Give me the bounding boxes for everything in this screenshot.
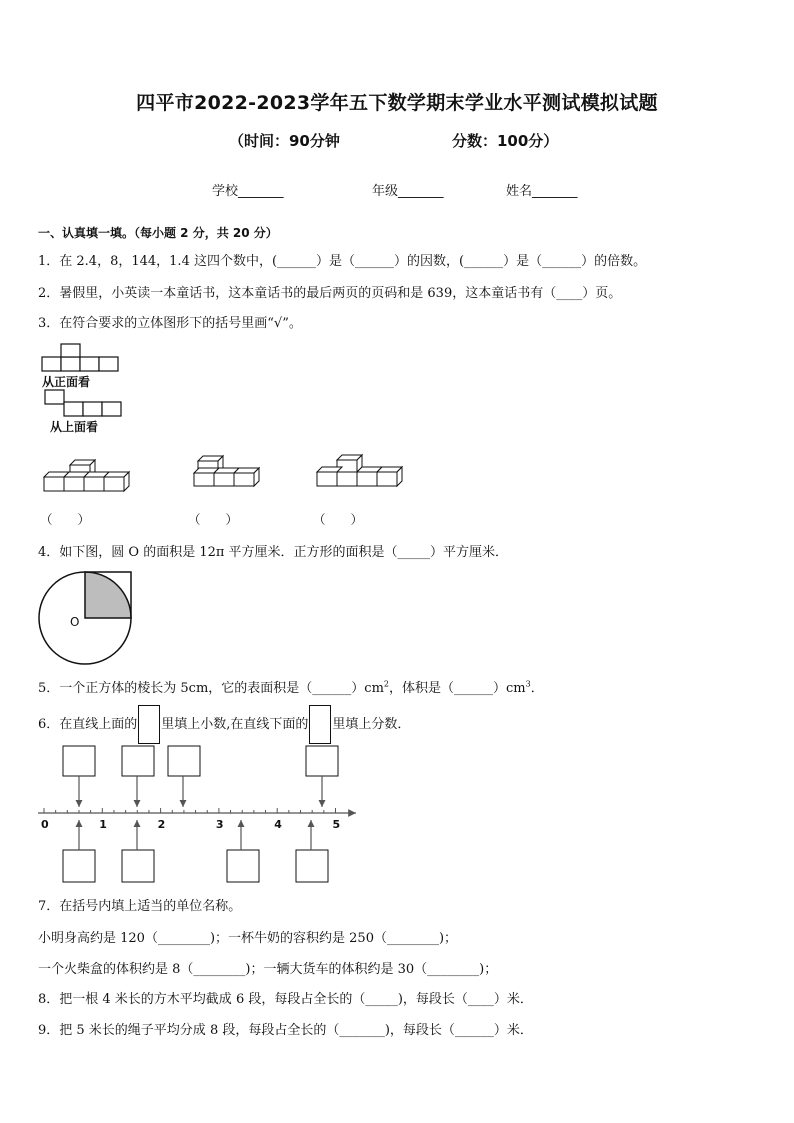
q3-solid-c <box>315 452 410 492</box>
question-7-line-1: 小明身高约是 120（________)；一杯牛奶的容积约是 250（________)； <box>38 931 458 946</box>
name-field: 姓名_______ <box>506 184 578 199</box>
q6-text-a: 6．在直线上面的 <box>38 717 138 732</box>
q6-text-b: 里填上小数,在直线下面的 <box>161 717 309 732</box>
q5-text-c: ． <box>530 681 544 696</box>
q5-superscript-3: 3 <box>525 679 531 689</box>
q3-solid-a <box>40 455 140 500</box>
q6-inline-box-fraction <box>309 705 331 744</box>
question-5 <box>38 677 544 696</box>
section-title: 一、认真填一填。（每小题 2 分，共 20 分） <box>38 226 278 240</box>
answer-box-bottom-3 <box>227 850 259 882</box>
q6-number-line <box>30 742 370 887</box>
question-7: 7．在括号内填上适当的单位名称。 <box>38 899 242 914</box>
q5-superscript-2: 2 <box>383 679 389 689</box>
q3-answer-a: （ ） <box>40 512 91 527</box>
tick-label: 2 <box>157 818 166 831</box>
question-1: 1．在 2.4，8，144，1.4 这四个数中，(______）是（______）的因数，(______）是（______）的倍数。 <box>38 254 647 269</box>
question-4: 4．如下图，圆 O 的面积是 12π 平方厘米．正方形的面积是（_____）平方厘米． <box>38 545 509 560</box>
exam-time: （时间：90分钟 <box>229 132 340 150</box>
q3-answer-b: （ ） <box>188 512 239 527</box>
q5-text-b: ，体积是（______）cm <box>388 681 526 696</box>
exam-score: 分数：100分） <box>452 132 559 150</box>
school-field: 学校_______ <box>212 184 284 199</box>
answer-box-bottom-2 <box>122 850 154 882</box>
q6-text-c: 里填上分数． <box>332 717 411 732</box>
answer-box-top-3 <box>168 746 200 776</box>
q6-inline-box-decimal <box>138 705 160 744</box>
question-8: 8．把一根 4 米长的方木平均截成 6 段，每段占全长的（_____)，每段长（____）米． <box>38 992 533 1007</box>
grade-field: 年级_______ <box>372 184 444 199</box>
question-3: 3．在符合要求的立体图形下的括号里画“√”。 <box>38 316 302 331</box>
question-2: 2．暑假里，小英读一本童话书，这本童话书的最后两页的页码和是 639，这本童话书有（____）页。 <box>38 286 622 301</box>
q3-front-view-label: 从正面看 <box>42 375 91 389</box>
tick-label: 4 <box>274 818 282 831</box>
question-6 <box>38 713 410 734</box>
q3-answer-c: （ ） <box>313 512 364 527</box>
q3-solid-b <box>190 450 280 490</box>
tick-label: 0 <box>41 818 49 831</box>
answer-box-top-2 <box>122 746 154 776</box>
tick-label: 3 <box>215 818 224 831</box>
answer-box-bottom-4 <box>296 850 328 882</box>
answer-box-bottom-1 <box>63 850 95 882</box>
q4-center-label: O <box>70 615 80 629</box>
answer-box-top-4 <box>306 746 338 776</box>
page-title: 四平市2022-2023学年五下数学期末学业水平测试模拟试题 <box>136 92 658 114</box>
q3-top-view-label: 从上面看 <box>50 420 99 434</box>
tick-label: 5 <box>332 818 341 831</box>
q4-circle-diagram <box>36 568 136 668</box>
tick-label: 1 <box>99 818 107 831</box>
question-9: 9．把 5 米长的绳子平均分成 8 段，每段占全长的（_______)，每段长（______）米． <box>38 1023 533 1038</box>
q5-text-a: 5．一个正方体的棱长为 5cm，它的表面积是（______）cm <box>38 681 384 696</box>
question-7-line-2: 一个火柴盒的体积约是 8（________)；一辆大货车的体积约是 30（________)； <box>38 962 498 977</box>
answer-box-top-1 <box>63 746 95 776</box>
